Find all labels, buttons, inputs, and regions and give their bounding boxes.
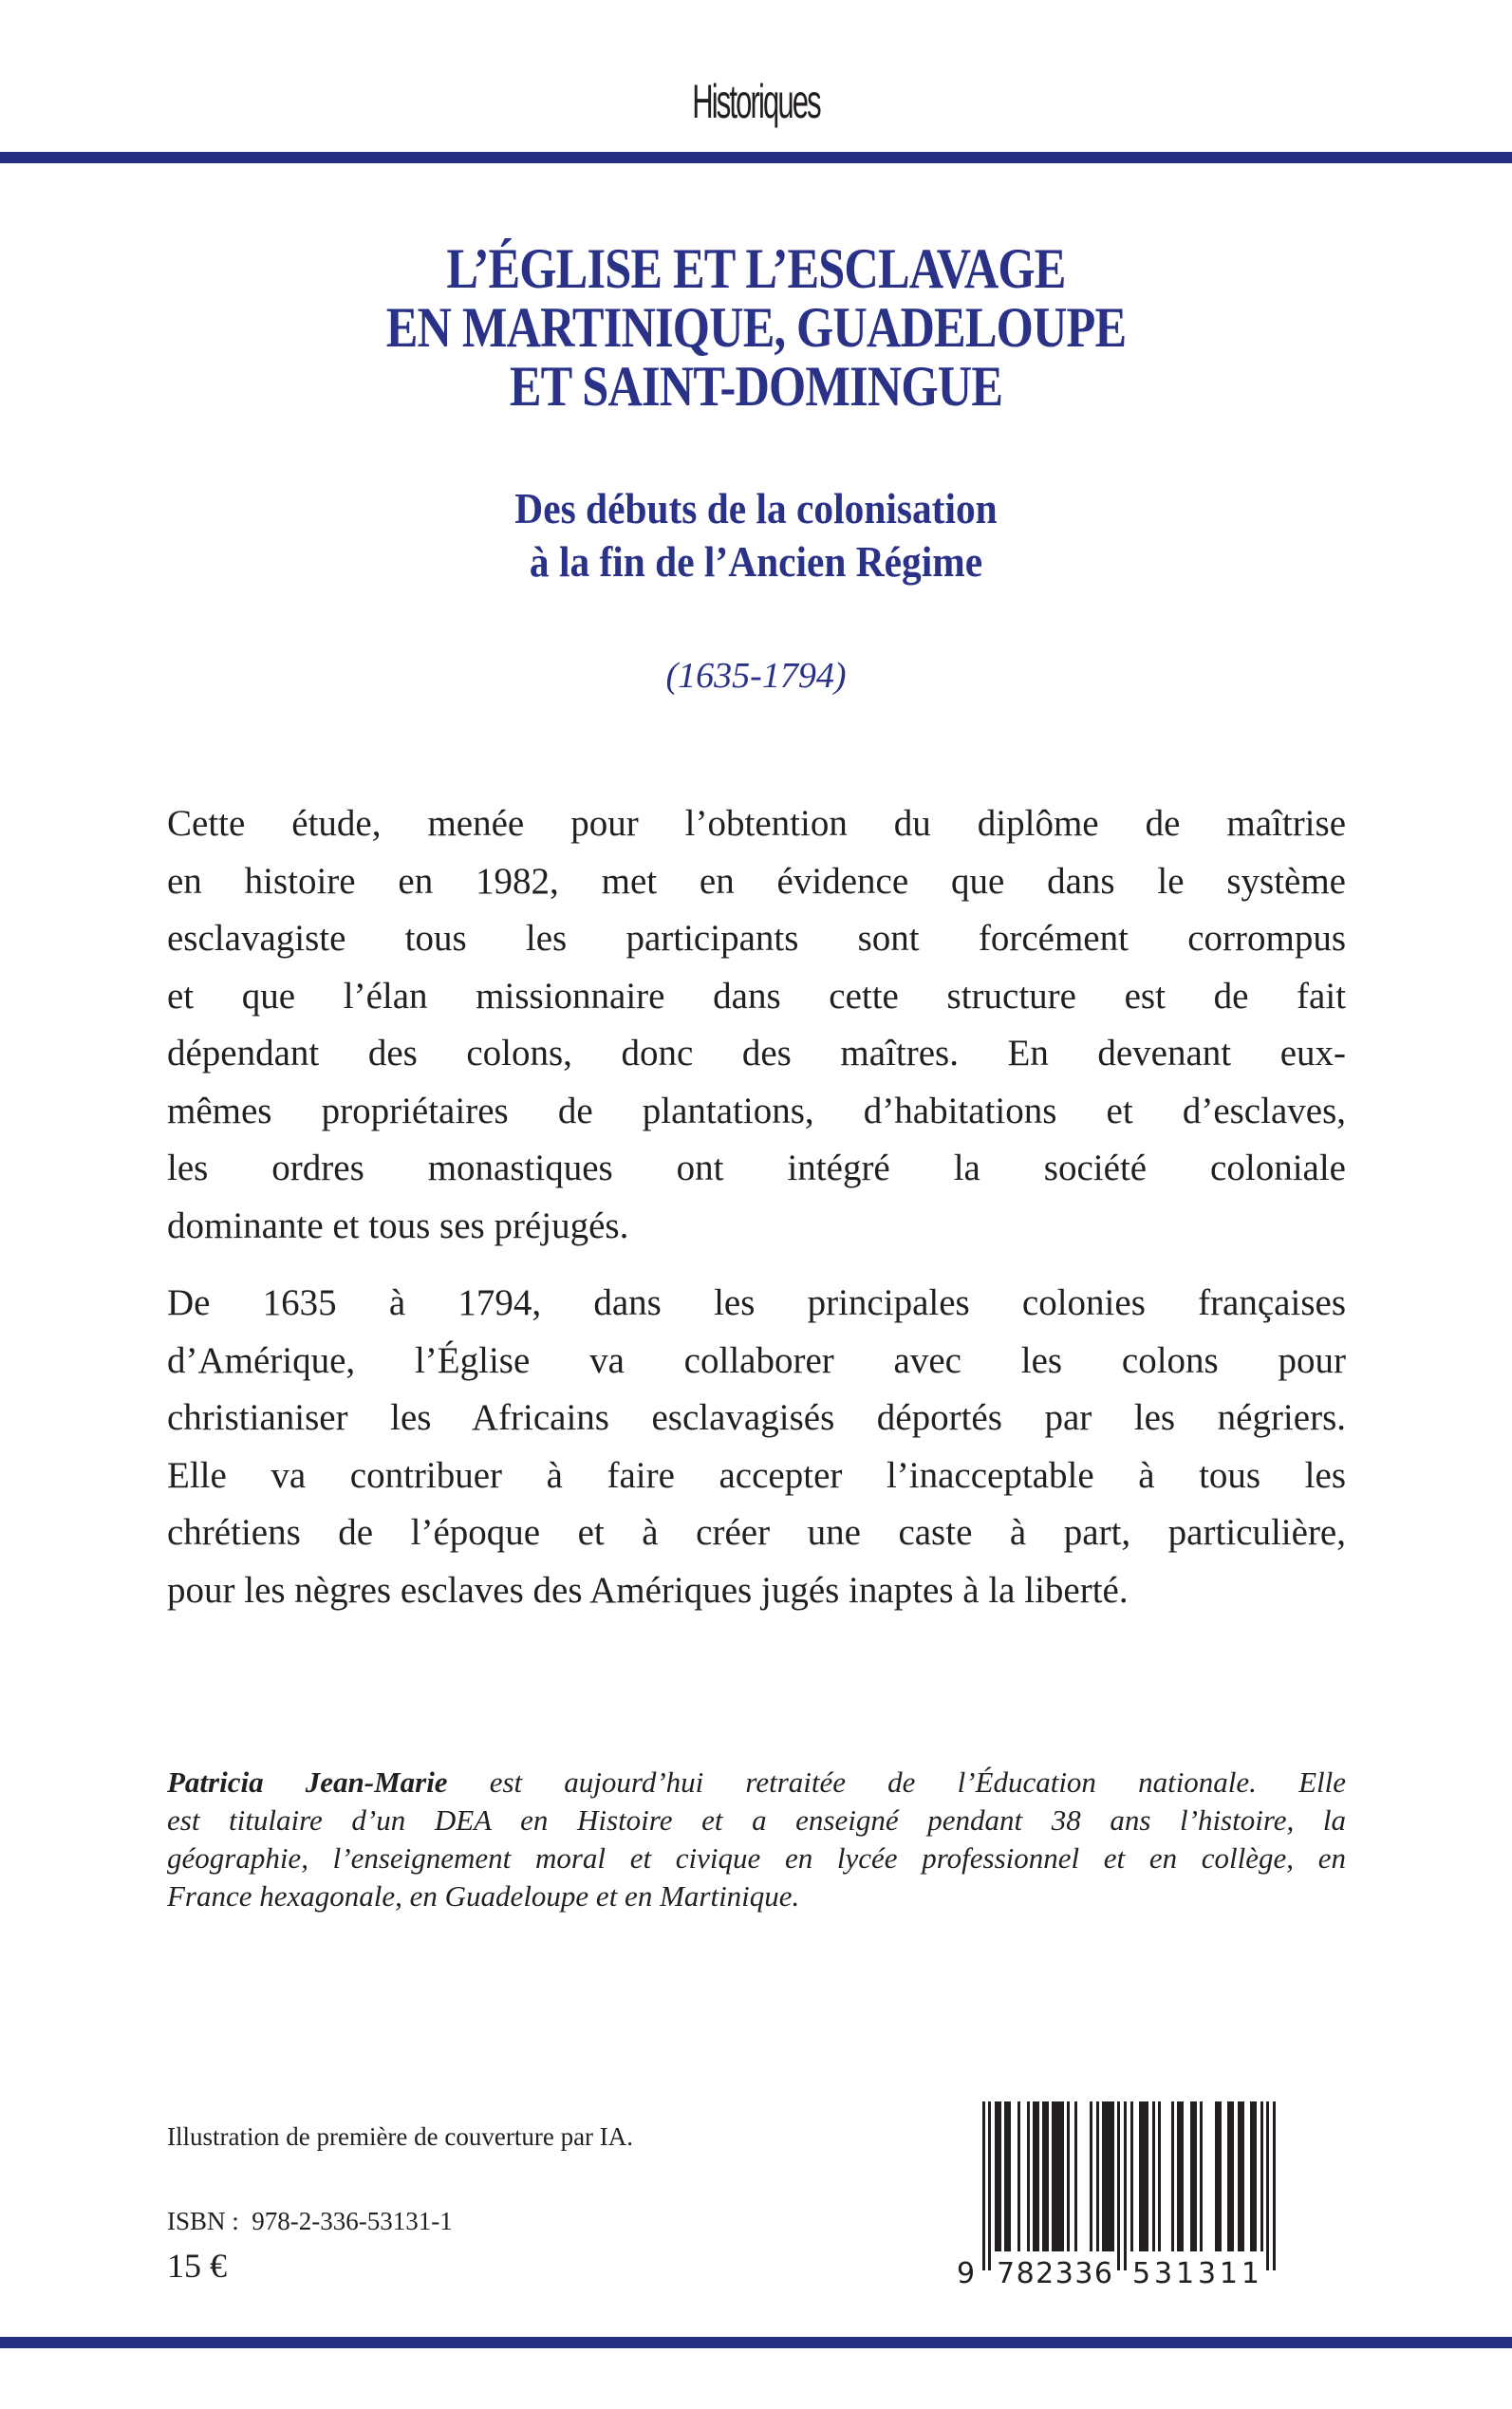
text-line: dominante et tous ses préjugés. bbox=[167, 1204, 629, 1246]
text-line: et que l’élan missionnaire dans cette structure est de fait bbox=[167, 975, 1346, 1017]
text-line: en histoire en 1982, met en évidence que dans le système bbox=[167, 860, 1346, 902]
text-line: mêmes propriétaires de plantations, d’habitations et d’esclaves, bbox=[167, 1090, 1346, 1131]
text-line: De 1635 à 1794, dans les principales colonies françaises bbox=[167, 1282, 1346, 1323]
barcode-left-digits: 782336 bbox=[997, 2257, 1112, 2289]
barcode-first-digit: 9 bbox=[957, 2257, 976, 2289]
blurb-paragraph-1 bbox=[167, 795, 1346, 1255]
title-line: L’ÉGLISE ET L’ESCLAVAGE bbox=[446, 237, 1066, 300]
subtitle-line: Des débuts de la colonisation bbox=[514, 484, 998, 532]
text-line: pour les nègres esclaves des Amériques jugés inaptes à la liberté. bbox=[167, 1569, 1129, 1611]
book-subtitle bbox=[0, 482, 1512, 588]
bio-text: est aujourd’hui retraitée de l’Éducation nationale. Elle bbox=[447, 1765, 1346, 1799]
subtitle-line: à la fin de l’Ancien Régime bbox=[529, 537, 983, 586]
text-line: Elle va contribuer à faire accepter l’inacceptable à tous les bbox=[167, 1454, 1346, 1496]
isbn-label: ISBN : bbox=[167, 2207, 239, 2235]
bio-line bbox=[167, 1764, 1346, 1802]
price: 15 € bbox=[167, 2247, 227, 2285]
text-line: Cette étude, menée pour l’obtention du diplôme de maîtrise bbox=[167, 803, 1346, 844]
text-line: esclavagiste tous les participants sont forcément corrompus bbox=[167, 918, 1346, 959]
barcode-icon bbox=[930, 2100, 1310, 2289]
text-line: chrétiens de l’époque et à créer une caste à part, particulière, bbox=[167, 1512, 1346, 1553]
text-line: dépendant des colons, donc des maîtres. En devenant eux- bbox=[167, 1033, 1346, 1074]
author-bio bbox=[167, 1764, 1346, 1915]
text-line: christianiser les Africains esclavagisés déportés par les négriers. bbox=[167, 1397, 1346, 1438]
bio-line: géographie, l’enseignement moral et civique en lycée professionnel et en collège, en bbox=[167, 1841, 1346, 1875]
top-rule bbox=[0, 152, 1512, 163]
barcode-right-digits: 531311 bbox=[1132, 2257, 1260, 2289]
book-title bbox=[0, 239, 1512, 416]
cover-credit: Illustration de première de couverture par IA. bbox=[167, 2122, 634, 2151]
bio-line: France hexagonale, en Guadeloupe et en Martinique. bbox=[167, 1879, 800, 1913]
text-line: d’Amérique, l’Église va collaborer avec les colons pour bbox=[167, 1339, 1346, 1381]
author-name: Patricia Jean-Marie bbox=[167, 1765, 448, 1799]
isbn-number: 978-2-336-53131-1 bbox=[252, 2207, 453, 2235]
series-name: Historiques bbox=[692, 75, 820, 128]
title-line: EN MARTINIQUE, GUADELOUPE bbox=[385, 296, 1127, 359]
text-line: les ordres monastiques ont intégré la société coloniale bbox=[167, 1148, 1346, 1188]
isbn bbox=[167, 2207, 453, 2236]
bottom-rule bbox=[0, 2337, 1512, 2348]
date-range: (1635-1794) bbox=[665, 656, 847, 696]
bio-line: est titulaire d’un DEA en Histoire et a enseigné pendant 38 ans l’histoire, la bbox=[167, 1803, 1346, 1837]
title-line: ET SAINT-DOMINGUE bbox=[509, 355, 1003, 418]
blurb-paragraph-2 bbox=[167, 1275, 1346, 1619]
